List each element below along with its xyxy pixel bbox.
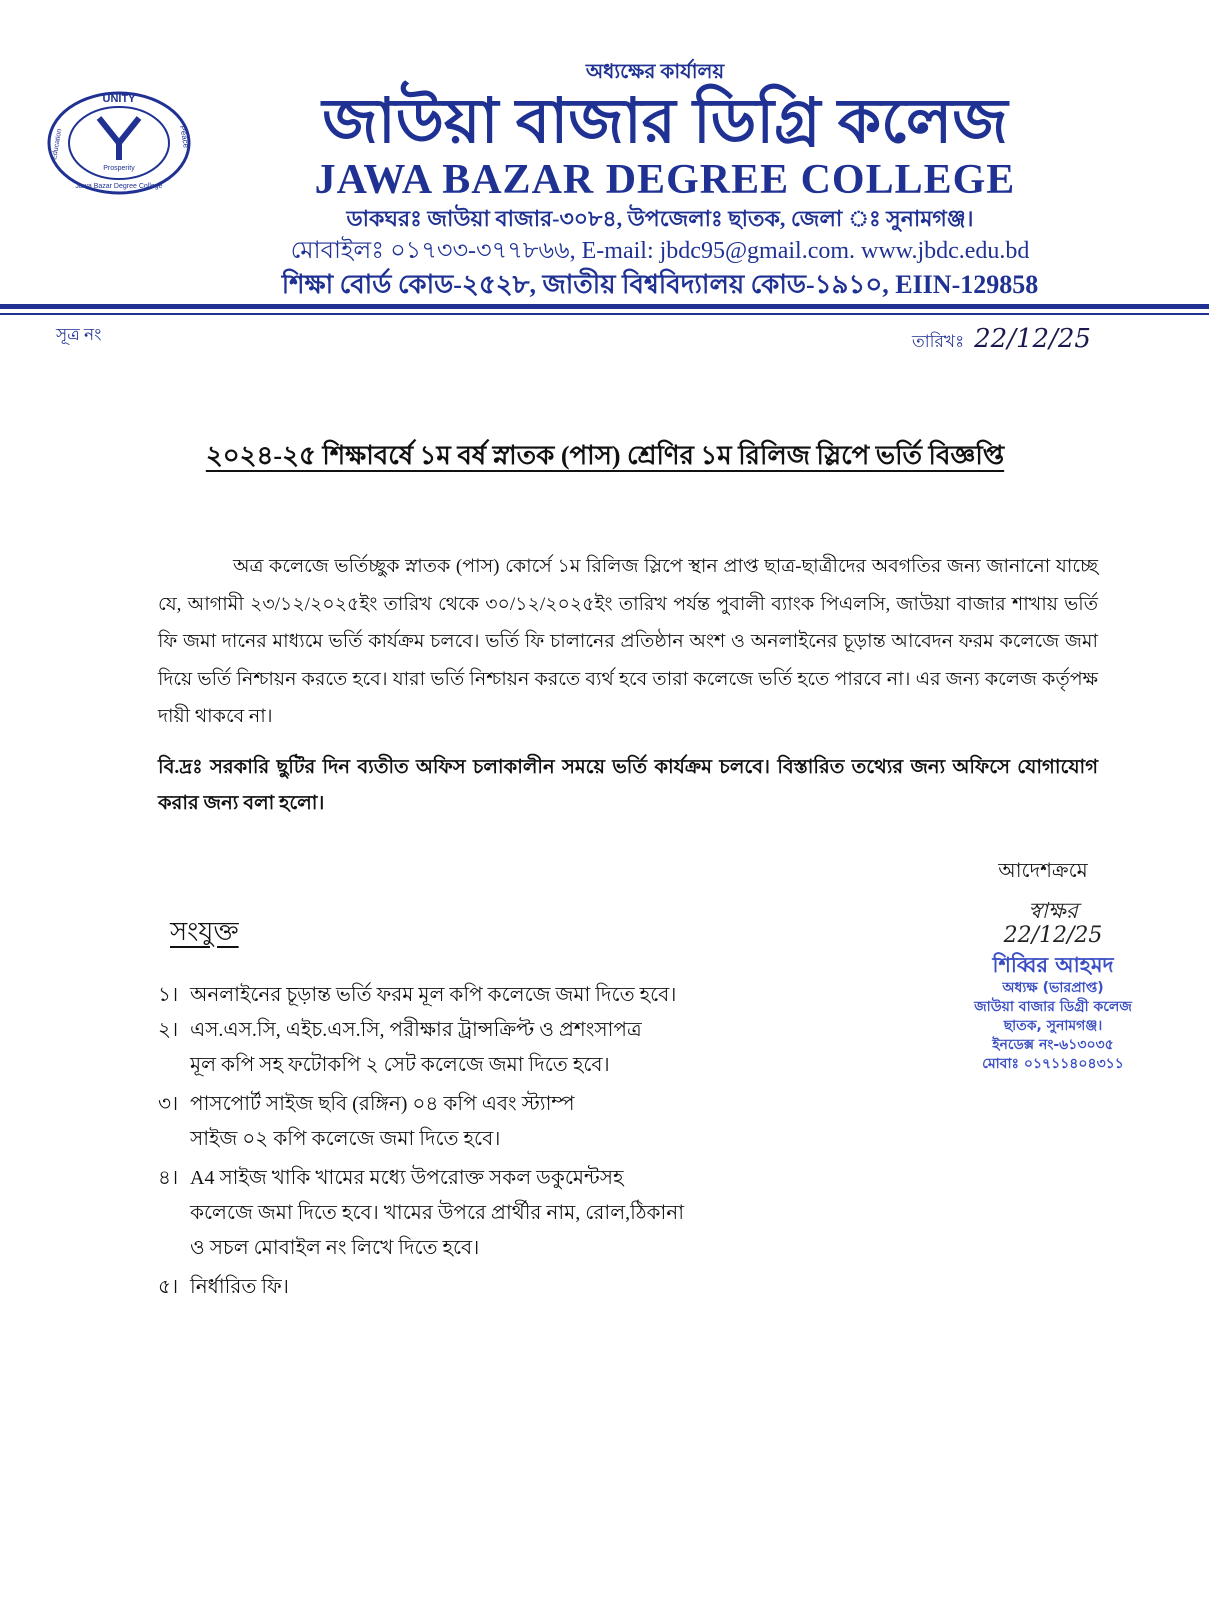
codes-line: শিক্ষা বোর্ড কোড-২৫২৮, জাতীয় বিশ্ববিদ্যালয় কোড-১৯১০, EIIN-129858 bbox=[281, 270, 1039, 299]
lower-section bbox=[158, 856, 1132, 1305]
header-divider bbox=[0, 304, 1209, 309]
list-item bbox=[158, 1270, 838, 1305]
list-item bbox=[158, 1087, 838, 1122]
logo-text-peace: Peace bbox=[178, 124, 191, 149]
signature-date: 22/12/25 bbox=[1003, 922, 1103, 948]
signature-scrawl: স্বাক্ষর bbox=[1028, 898, 1078, 924]
item-number: ৪। bbox=[158, 1166, 179, 1189]
item-number: ৫। bbox=[158, 1275, 179, 1298]
office-label: অধ্যক্ষের কার্যালয় bbox=[585, 61, 725, 83]
item-text-continued: কলেজে জমা দিতে হবে। খামের উপরে প্রার্থীর নাম, রোল,ঠিকানা bbox=[190, 1201, 685, 1224]
item-text: পাসপোর্ট সাইজ ছবি (রঙ্গিন) ০৪ কপি এবং স্ট্যাম্প bbox=[190, 1092, 575, 1115]
principal-stamp bbox=[928, 952, 1178, 1074]
item-number: ১। bbox=[158, 983, 179, 1006]
date-label: তারিখঃ bbox=[912, 332, 965, 351]
list-item bbox=[158, 1013, 838, 1048]
college-logo bbox=[44, 88, 194, 198]
contact-line: মোবাইলঃ ০১৭৩৩-৩৭৭৮৬৬, E-mail: jbdc95@gmail.com. www.jbdc.edu.bd bbox=[290, 238, 1030, 264]
logo-text-education: Education bbox=[51, 128, 64, 161]
item-text: নির্ধারিত ফি। bbox=[190, 1275, 289, 1298]
stamp-name: শিব্বির আহমদ bbox=[992, 952, 1114, 977]
notice-note: বি.দ্রঃ সরকারি ছুটির দিন ব্যতীত অফিস চলাকালীন সময়ে ভর্তি কার্যক্রম চলবে। বিস্তারিত তথ্যের জন্য অফিসে যোগাযোগ করার জন্য বলা হলো। bbox=[158, 756, 1098, 814]
date-value: 22/12/25 bbox=[974, 324, 1091, 354]
reference-number-label: সূত্র নং bbox=[56, 325, 102, 344]
stamp-mobile: মোবাঃ ০১৭১১৪০৪৩১১ bbox=[982, 1055, 1124, 1072]
college-name-english: JAWA BAZAR DEGREE COLLEGE bbox=[314, 157, 1016, 203]
header-divider-thin bbox=[0, 313, 1209, 315]
list-item bbox=[158, 978, 838, 1013]
logo-text-prosperity: Prosperity bbox=[103, 165, 135, 172]
attachments-heading: সংযুক্ত bbox=[170, 916, 239, 946]
date-field bbox=[912, 322, 1091, 359]
attachments-list bbox=[158, 978, 838, 1305]
notice-content bbox=[158, 548, 1132, 1305]
item-number: ৩। bbox=[158, 1092, 179, 1115]
item-text: এস.এস.সি, এইচ.এস.সি, পরীক্ষার ট্রান্সক্রিপ্ট ও প্রশংসাপত্র bbox=[190, 1018, 642, 1041]
signature-block bbox=[928, 856, 1178, 1305]
signature bbox=[1004, 900, 1103, 948]
notice-body: অত্র কলেজে ভর্তিচ্ছুক স্নাতক (পাস) কোর্সে ১ম রিলিজ স্লিপে স্থান প্রাপ্ত ছাত্র-ছাত্রীদের অবগতির জন্য জানানো যাচ্ছে যে, আগামী ২৩/১২/২০২৫ইং তারিখ থেকে ৩০/১২/২০২৫ইং তারিখ পর্যন্ত পুবালী ব্যাংক পিএলসি, জাউয়া বাজার শাখায় ভর্তি ফি জমা দানের মাধ্যমে ভর্তি কার্যক্রম চলবে। ভর্তি ফি চালানের প্রতিষ্ঠান অংশ ও অনলাইনের চূড়ান্ত আবেদন ফরম কলেজে জমা দিয়ে ভর্তি নিশ্চায়ন করতে হবে। যারা ভর্তি নিশ্চায়ন করতে ব্যর্থ হবে তারা কলেজে ভর্তি হতে পারবে না। এর জন্য কলেজ কর্তৃপক্ষ দায়ী থাকবে না। bbox=[158, 556, 1098, 727]
item-text-continued: ও সচল মোবাইল নং লিখে দিতে হবে। bbox=[190, 1236, 480, 1259]
stamp-designation: অধ্যক্ষ (ভারপ্রাপ্ত) bbox=[1002, 979, 1104, 996]
list-item bbox=[158, 1161, 838, 1196]
notice-title: ২০২৪-২৫ শিক্ষাবর্ষে ১ম বর্ষ স্নাতক (পাস) শ্রেণির ১ম রিলিজ স্লিপে ভর্তি বিজ্ঞপ্তি bbox=[205, 441, 1005, 470]
college-name-bangla: জাউয়া বাজার ডিগ্রি কলেজ bbox=[322, 87, 1008, 156]
logo-text-unity: UNITY bbox=[102, 93, 136, 105]
item-text-continued: সাইজ ০২ কপি কলেজে জমা দিতে হবে। bbox=[190, 1127, 501, 1150]
item-text: A4 সাইজ খাকি খামের মধ্যে উপরোক্ত সকল ডকুমেন্টসহ bbox=[190, 1166, 624, 1189]
logo-text-bottom: Jawa Bazar Degree College bbox=[75, 183, 163, 190]
stamp-index: ইনডেক্স নং-৬১৩০৩৫ bbox=[992, 1036, 1114, 1053]
attachments-section bbox=[158, 856, 838, 1305]
item-number: ২। bbox=[158, 1018, 179, 1041]
address-line: ডাকঘরঃ জাউয়া বাজার-৩০৮৪, উপজেলাঃ ছাতক, জেলা ঃ সুনামগঞ্জ। bbox=[346, 206, 974, 231]
item-text: অনলাইনের চূড়ান্ত ভর্তি ফরম মূল কপি কলেজে জমা দিতে হবে। bbox=[190, 983, 677, 1006]
stamp-college: জাউয়া বাজার ডিগ্রী কলেজ bbox=[974, 998, 1132, 1015]
item-text-continued: মূল কপি সহ ফটোকপি ২ সেট কলেজে জমা দিতে হবে। bbox=[190, 1053, 610, 1076]
stamp-location: ছাতক, সুনামগঞ্জ। bbox=[1003, 1017, 1103, 1034]
by-order-label: আদেশক্রমে bbox=[998, 859, 1088, 882]
